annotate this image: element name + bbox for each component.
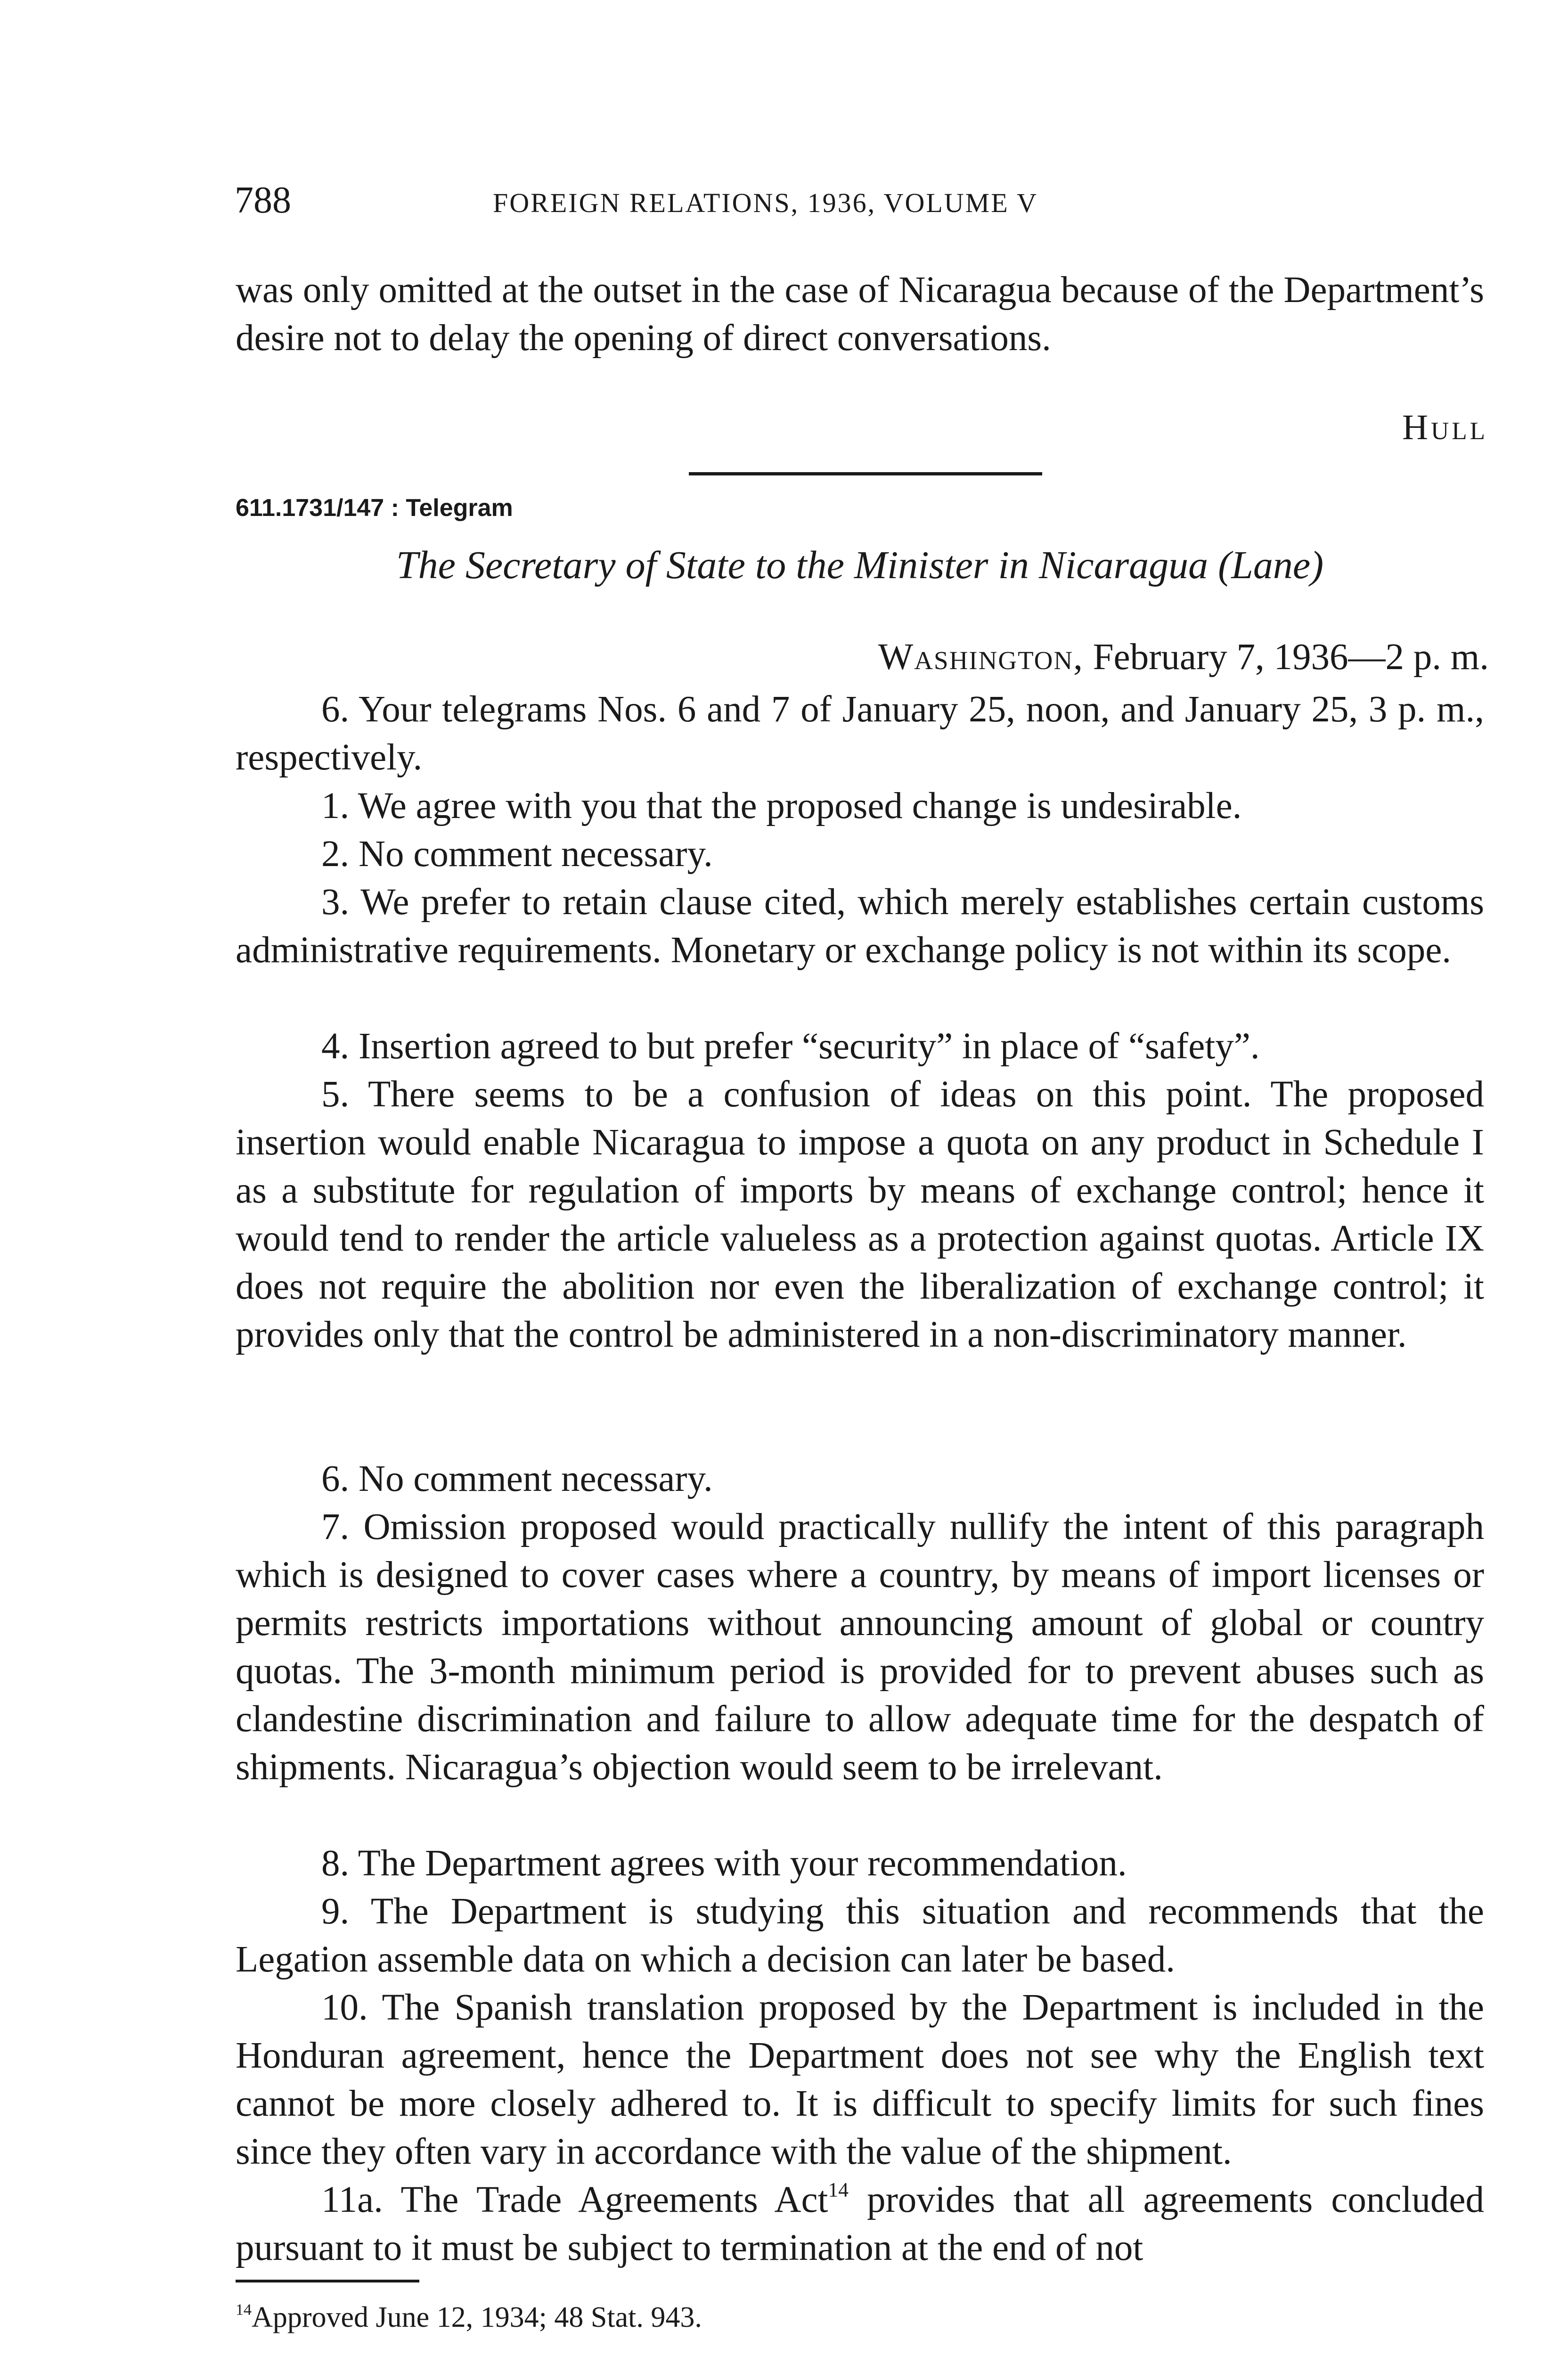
dateline-place: Washington, xyxy=(878,637,1084,678)
section-divider xyxy=(689,472,1042,475)
signature: Hull xyxy=(1402,408,1488,447)
footnote xyxy=(236,2299,702,2336)
paragraph-11a xyxy=(236,2176,1484,2272)
paragraph-6-intro: 6. Your telegrams Nos. 6 and 7 of January 25, noon, and January 25, 3 p. m., respectively. xyxy=(236,689,1484,778)
page-number: 788 xyxy=(235,180,291,221)
paragraph-3: 3. We prefer to retain clause cited, which merely establishes certain customs administrative requirements. Monetary or exchange policy is not within its scope. xyxy=(236,882,1484,971)
running-title: FOREIGN RELATIONS, 1936, VOLUME V xyxy=(493,188,1038,218)
footnote-divider xyxy=(236,2280,419,2282)
paragraph-10: 10. The Spanish translation proposed by the Department is included in the Honduran agreement, hence the Department does not see why the English text cannot be more closely adhered to. It is difficult to specify limits for such fines since they often vary in accordance with the value of the shipment. xyxy=(236,1987,1484,2172)
paragraph-5: 5. There seems to be a confusion of ideas on this point. The proposed insertion would enable Nicaragua to impose a quota on any product in Schedule I as a substitute for regulation of imports by means of exchange control; hence it would tend to render the article valueless as a protection against quotas. Article IX does not require the abolition nor even the liberalization of exchange control; it provides only that the control be administered in a non-discriminatory manner. xyxy=(236,1074,1484,1355)
footnote-text: Approved June 12, 1934; 48 Stat. 943. xyxy=(252,2301,702,2333)
document-heading: The Secretary of State to the Minister in Nicaragua (Lane) xyxy=(396,543,1324,587)
paragraph-4: 4. Insertion agreed to but prefer “security” in place of “safety”. xyxy=(321,1026,1260,1067)
paragraph-9: 9. The Department is studying this situation and recommends that the Legation assemble data on which a decision can later be based. xyxy=(236,1891,1484,1980)
paragraph-6: 6. No comment necessary. xyxy=(321,1458,713,1499)
file-reference: 611.1731/147 : Telegram xyxy=(236,494,513,522)
paragraph-11a-end: provides that all agreements concluded pursuant to it must be subject to termination at the end of not xyxy=(236,2179,1484,2268)
paragraph-11a-start: 11a. The Trade Agreements Act xyxy=(321,2179,828,2220)
paragraph-8: 8. The Department agrees with your recommendation. xyxy=(321,1843,1127,1884)
dateline xyxy=(641,636,1489,679)
dateline-date: February 7, 1936—2 p. m. xyxy=(1093,637,1489,678)
paragraph-7: 7. Omission proposed would practically nullify the intent of this paragraph which is designed to cover cases where a country, by means of import licenses or permits restricts importations without announcing amount of global or country quotas. The 3-month minimum period is provided for to prevent abuses such as clandestine discrimination and failure to allow adequate time for the despatch of shipments. Nicaragua’s objection would seem to be irrelevant. xyxy=(236,1506,1484,1788)
footnote-reference: 14 xyxy=(828,2178,849,2201)
paragraph-2: 2. No comment necessary. xyxy=(321,834,713,875)
intro-paragraph: was only omitted at the outset in the case of Nicaragua because of the Department’s desire not to delay the opening of direct conversations. xyxy=(236,270,1484,359)
paragraph-1: 1. We agree with you that the proposed change is undesirable. xyxy=(321,785,1242,826)
footnote-marker: 14 xyxy=(236,2301,252,2319)
